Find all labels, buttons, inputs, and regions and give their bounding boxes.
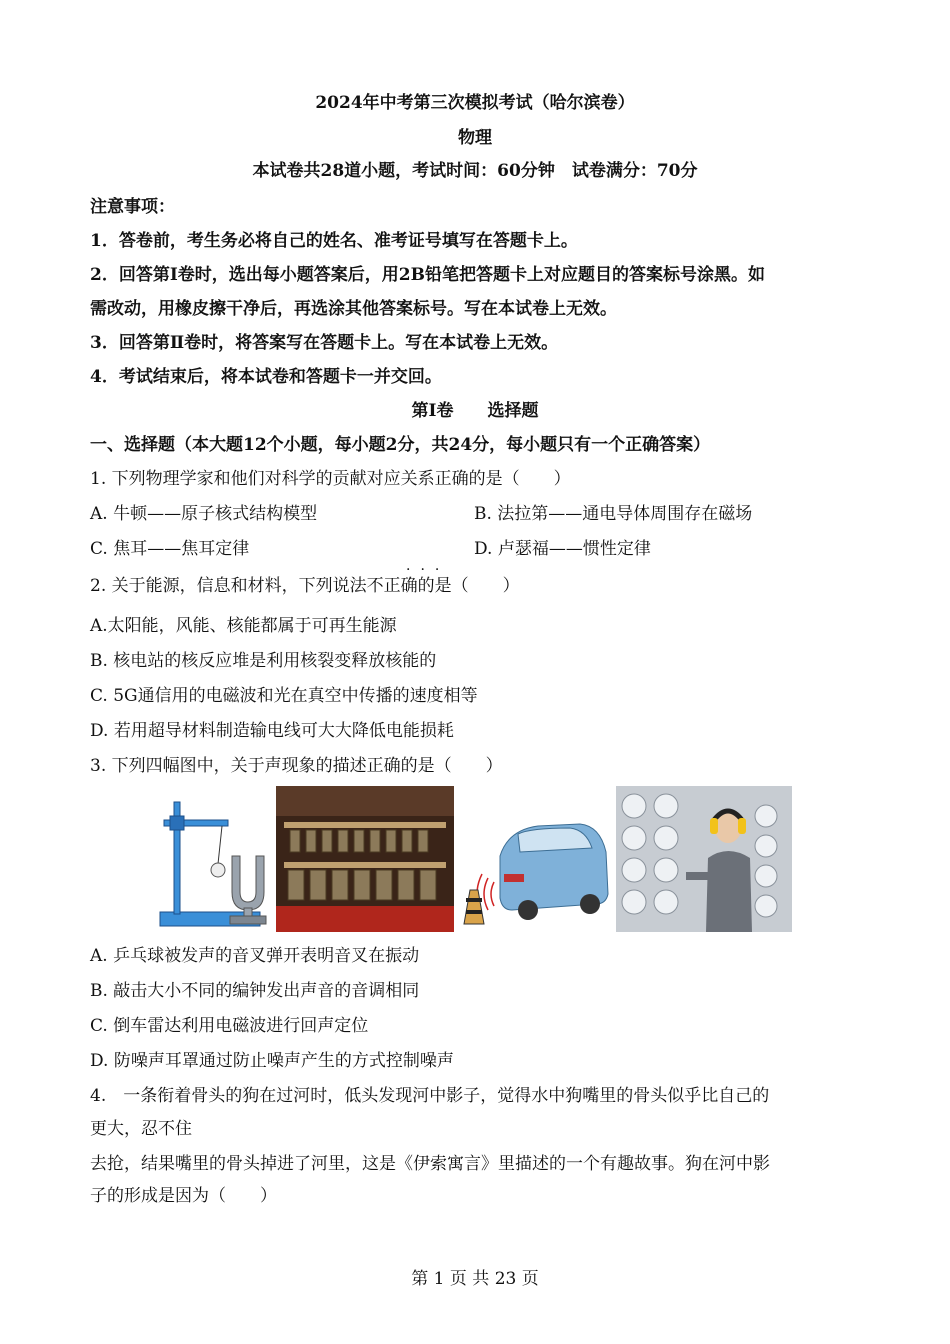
- emphasis-dots: ···: [406, 562, 450, 578]
- q1-stem: 1. 下列物理学家和他们对科学的贡献对应关系正确的是（ ）: [90, 469, 571, 489]
- tuning-fork-figure: [158, 786, 270, 932]
- note-item: 2．回答第Ⅰ卷时，选出每小题答案后，用2B铅笔把答题卡上对应题目的答案标号涂黑。如: [90, 265, 765, 285]
- q4-stem-line2: 更大，忍不住: [90, 1119, 192, 1139]
- q3-option-b: B. 敲击大小不同的编钟发出声音的音调相同: [90, 981, 420, 1001]
- part-title: 一、选择题（本大题12个小题，每小题2分，共24分，每小题只有一个正确答案）: [90, 435, 711, 455]
- bianzhong-bells-figure: [276, 786, 454, 932]
- q1-option-c: C. 焦耳——焦耳定律: [90, 539, 250, 559]
- q3-option-d: D. 防噪声耳罩通过防止噪声产生的方式控制噪声: [90, 1051, 454, 1071]
- note-item: 1．答卷前，考生务必将自己的姓名、准考证号填写在答题卡上。: [90, 231, 578, 251]
- reversing-radar-figure: [460, 786, 610, 932]
- section-title: 第Ⅰ卷 选择题: [411, 401, 539, 421]
- q2-option-b: B. 核电站的核反应堆是利用核裂变释放核能的: [90, 651, 437, 671]
- page-number: 第 1 页 共 23 页: [411, 1269, 539, 1289]
- q2-stem: 2. 关于能源，信息和材料，下列说法不正确的是（ ）: [90, 576, 520, 596]
- note-item: 3．回答第Ⅱ卷时，将答案写在答题卡上。写在本试卷上无效。: [90, 333, 559, 353]
- q1-option-b: B. 法拉第——通电导体周围存在磁场: [474, 504, 753, 524]
- exam-info: 本试卷共28道小题，考试时间：60分钟 试卷满分：70分: [252, 161, 698, 181]
- note-item: 需改动，用橡皮擦干净后，再选涂其他答案标号。写在本试卷上无效。: [90, 299, 617, 319]
- q4-stem-line4: 子的形成是因为（ ）: [90, 1186, 277, 1206]
- q2-option-a: A.太阳能，风能、核能都属于可再生能源: [90, 616, 397, 636]
- q1-option-a: A. 牛顿——原子核式结构模型: [90, 504, 318, 524]
- subject-title: 物理: [458, 128, 492, 148]
- q3-stem: 3. 下列四幅图中，关于声现象的描述正确的是（ ）: [90, 756, 503, 776]
- q3-option-c: C. 倒车雷达利用电磁波进行回声定位: [90, 1016, 369, 1036]
- q4-stem-line3: 去抢，结果嘴里的骨头掉进了河里，这是《伊索寓言》里描述的一个有趣故事。狗在河中影: [90, 1154, 770, 1174]
- note-item: 4．考试结束后，将本试卷和答题卡一并交回。: [90, 367, 442, 387]
- earmuffs-worker-figure: [616, 786, 792, 932]
- notes-heading: 注意事项：: [90, 197, 175, 217]
- q1-option-d: D. 卢瑟福——惯性定律: [474, 539, 651, 559]
- q3-option-a: A. 乒乓球被发声的音叉弹开表明音叉在振动: [90, 946, 420, 966]
- page-title: 2024年中考第三次模拟考试（哈尔滨卷）: [315, 93, 635, 113]
- q2-option-d: D. 若用超导材料制造输电线可大大降低电能损耗: [90, 721, 454, 741]
- q4-stem-line1: 4. 一条衔着骨头的狗在过河时，低头发现河中影子，觉得水中狗嘴里的骨头似乎比自己的: [90, 1086, 770, 1106]
- q2-option-c: C. 5G通信用的电磁波和光在真空中传播的速度相等: [90, 686, 478, 706]
